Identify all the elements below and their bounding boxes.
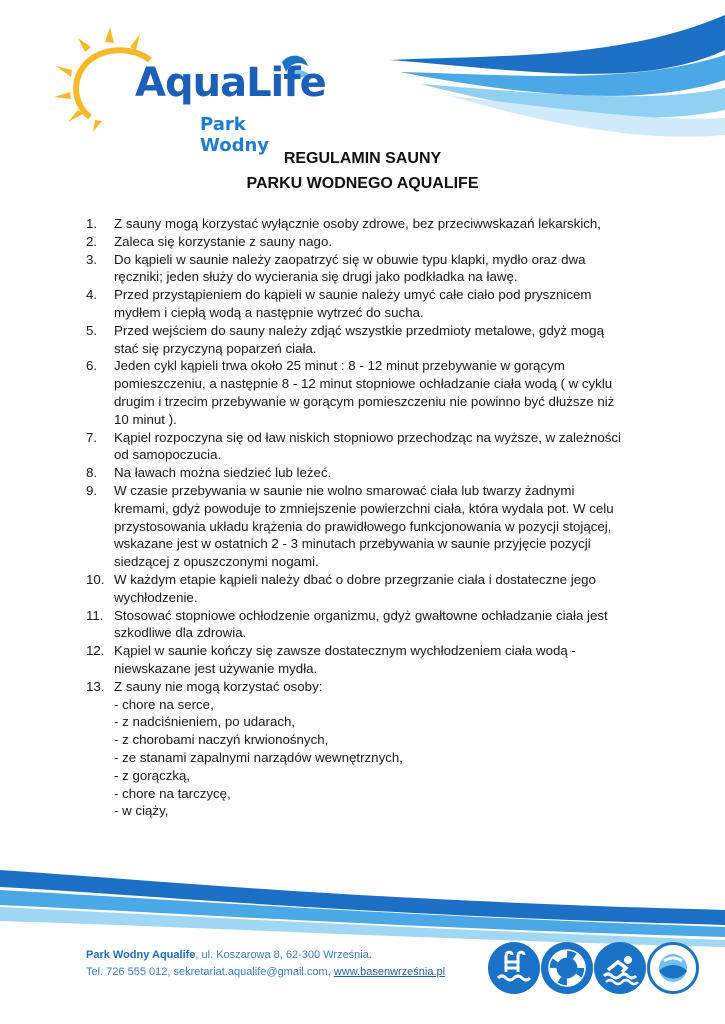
rule-text-line: mydłem i ciepłą wodą a następnie wytrzeć do sucha. — [114, 304, 424, 320]
rule-text-line: 10 minut ). — [114, 411, 177, 427]
rule-number: 4. — [86, 287, 98, 303]
rule-text-line: W każdym etapie kąpieli należy dbać o dobre przegrzanie ciała i dostateczne jego — [114, 571, 596, 587]
rule-text — [114, 251, 646, 287]
rule-text-line: wychłodzenie. — [114, 589, 198, 605]
rule-text — [114, 233, 646, 251]
rule-text — [114, 357, 646, 428]
lifebuoy-icon — [541, 942, 593, 994]
rule-text — [114, 215, 646, 233]
rule-number: 11. — [86, 607, 104, 623]
rule-text-line: Kąpiel w saunie kończy się zawsze dostatecznym wychłodzeniem ciała wodą - — [114, 643, 576, 659]
website-link[interactable]: www.basenwrześnia.pl — [333, 966, 446, 978]
rule-text — [114, 482, 646, 571]
rule-text-line: Stosować stopniowe ochłodzenie organizmu, gdyż gwałtowne ochładzanie ciała jest — [114, 607, 608, 623]
rule-text-line: siedzącej z opuszczonymi nogami. — [114, 554, 319, 570]
rule-item — [86, 571, 646, 607]
rule13-subitem: - z nadciśnieniem, po udarach, — [114, 714, 296, 730]
footer-contact-text: Tel. 726 555 012, sekretariat.aqualife@gmail.com, — [86, 966, 334, 978]
rule13-subitem: - ze stanami zapalnymi narządów wewnętrznych, — [114, 749, 403, 765]
rule-text-line: kremami, gdyż powoduje to zmniejszenie powierzchni ciała, która wydala pot. W celu — [114, 500, 614, 516]
rule-number: 8. — [86, 465, 98, 481]
rule-number: 6. — [86, 358, 98, 374]
rule-text-line: od samopoczucia. — [114, 447, 222, 463]
pool-ladder-icon — [488, 942, 540, 994]
rule-text-line: drugim i trzecim przebywanie w gorącym pomieszczeniu nie powinno być dłuższe niż — [114, 393, 615, 409]
rule-number: 5. — [86, 322, 98, 338]
rule-text-line: Kąpiel rozpoczyna się od ław niskich stopniowo przechodząc na wyższe, w zależności — [114, 429, 622, 445]
rule-text-line: Z sauny mogą korzystać wyłącznie osoby zdrowe, bez przeciwwskazań lekarskich, — [114, 216, 602, 231]
rule13-subitem: - chore na tarczycę, — [114, 785, 231, 801]
rule-number: 13. — [86, 678, 105, 694]
swimmer-icon — [594, 942, 646, 994]
rule-text — [114, 464, 646, 482]
footer-address — [86, 949, 372, 961]
rule13-subitem: - z chorobami naczyń krwionośnych, — [114, 732, 329, 748]
rule-text-line: wskazane jest w ostatnich 2 - 3 minutach przebywania w saunie przyjęcie pozycji — [114, 536, 591, 552]
rule-text-line: Do kąpieli w saunie należy zaopatrzyć się w obuwie typu klapki, mydło oraz dwa — [114, 251, 586, 267]
rule-item — [86, 482, 646, 571]
rule-text — [114, 322, 646, 358]
rule-item — [86, 215, 646, 233]
rule-item — [86, 322, 646, 358]
rule-item — [86, 286, 646, 322]
rule-item — [86, 607, 646, 643]
rule-number: 12. — [86, 643, 105, 659]
rule-text-line: przystosowania układu krążenia do prawidłowego funkcjonowania w pozycji stojącej, — [114, 518, 612, 534]
rule-number: 2. — [86, 233, 98, 249]
rule-text — [114, 607, 646, 643]
rule-text-line: Przed przystąpieniem do kąpieli w saunie należy umyć całe ciało pod prysznicem — [114, 287, 592, 303]
footer-wave-decoration — [0, 855, 725, 950]
rule-item — [86, 251, 646, 287]
rule-item — [86, 429, 646, 465]
rule-text-line: stać się przyczyną poparzeń ciała. — [114, 340, 317, 356]
rule-text-line: ręczniki; jeden służy do wycierania się drugi jako podkładka na ławę. — [114, 269, 518, 285]
rule-item — [86, 233, 646, 251]
rule-number: 7. — [86, 429, 98, 445]
rule-text — [114, 429, 646, 465]
rule-text-line: Na ławach można siedzieć lub leżeć. — [114, 465, 332, 481]
document-title-line1: REGULAMIN SAUNY — [283, 150, 442, 167]
rule-item — [86, 464, 646, 482]
rule-text-line: Zaleca się korzystanie z sauny nago. — [114, 233, 333, 249]
rule-number: 3. — [86, 251, 98, 267]
rule-text — [114, 286, 646, 322]
rule-item — [86, 642, 646, 678]
rule-text-line: szkodliwe dla zdrowia. — [114, 625, 247, 641]
rule-text-line: pomieszczeniu, a następnie 8 - 12 minut stopniowe ochładzanie ciała wodą ( w cyklu — [114, 376, 613, 392]
footer-icons — [488, 942, 688, 998]
logo-title — [135, 60, 326, 106]
rule13-subitem: - w ciąży, — [114, 803, 169, 819]
footer-address-text: , ul. Koszarowa 8, 62-300 Września. — [195, 949, 372, 961]
rules-list — [86, 215, 646, 820]
rule13-subitem: - chore na serce, — [114, 696, 214, 712]
logo-title-life: Life — [246, 60, 326, 106]
rule-text — [114, 571, 646, 607]
logo-title-aqua: Aqua — [135, 60, 247, 106]
rule-text-line: Przed wejściem do sauny należy zdjąć wszystkie przedmioty metalowe, gdyż mogą — [114, 322, 604, 338]
rule-item — [86, 678, 646, 696]
footer-contact — [86, 966, 445, 978]
rule-text-line: Jeden cykl kąpieli trwa około 25 minut : 8 - 12 minut przebywanie w gorącym — [114, 358, 565, 374]
rule13-subitem: - z gorączką, — [114, 767, 191, 783]
aqualife-logo — [50, 22, 326, 156]
rule-text — [114, 642, 646, 678]
rule-item — [86, 357, 646, 428]
document-title-line2: PARKU WODNEGO AQUALIFE — [246, 175, 479, 192]
water-ball-icon — [647, 942, 699, 994]
rule-text-line: W czasie przebywania w saunie nie wolno smarować ciała lub twarzy żadnymi — [114, 482, 575, 498]
rule-number: 9. — [86, 482, 98, 498]
rule-text-line: Z sauny nie mogą korzystać osoby: — [114, 678, 323, 694]
rule-number: 10. — [86, 571, 105, 587]
rule-number: 1. — [86, 216, 98, 231]
rule-text-line: niewskazane jest używanie mydła. — [114, 660, 318, 676]
rule-text — [114, 678, 646, 696]
logo-subtitle: Park Wodny — [200, 114, 270, 156]
footer-company: Park Wodny Aqualife — [86, 949, 196, 961]
